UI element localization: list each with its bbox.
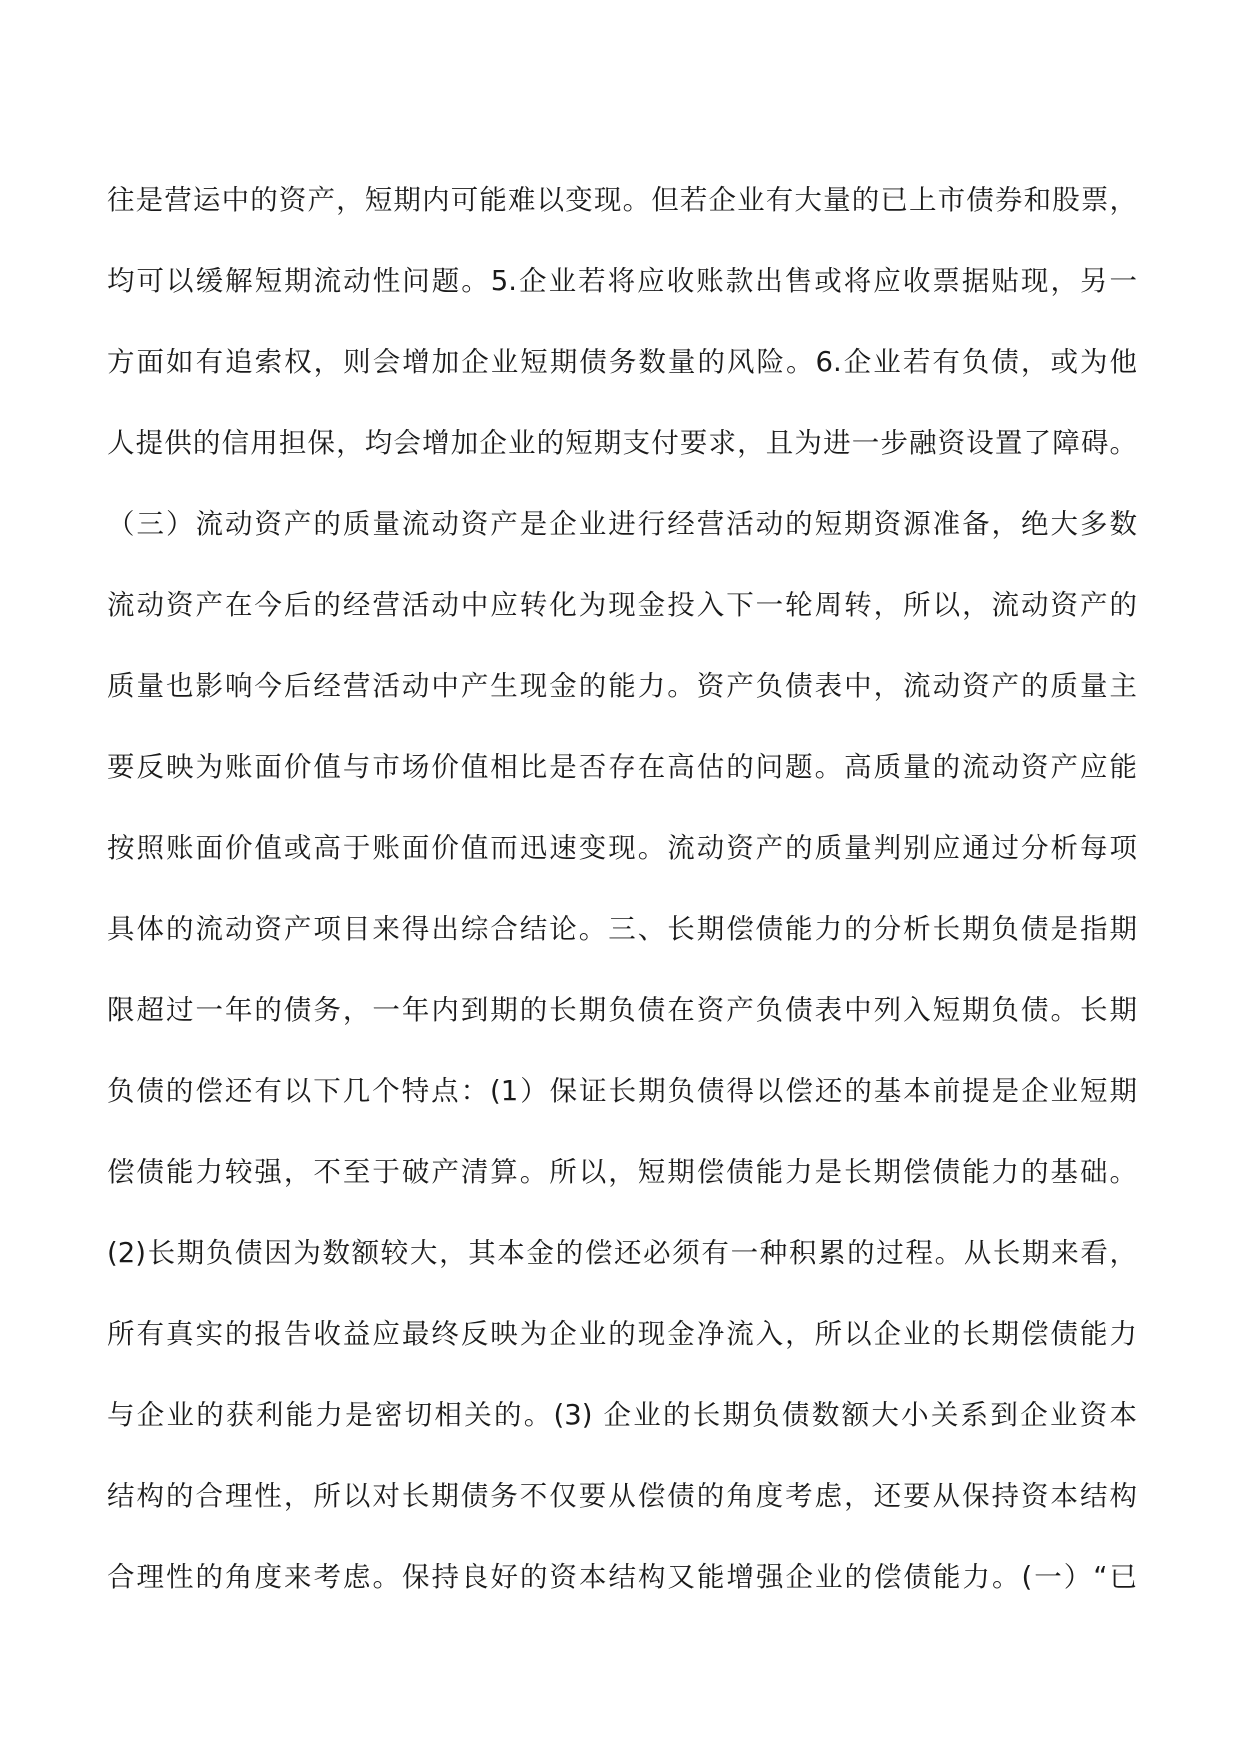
text-line: 人提供的信用担保，均会增加企业的短期支付要求，且为进一步融资设置了障碍。 — [107, 427, 1137, 459]
text-line: 质量也影响今后经营活动中产生现金的能力。资产负债表中，流动资产的质量主 — [107, 670, 1137, 702]
text-line: 要反映为账面价值与市场价值相比是否存在高估的问题。高质量的流动资产应能 — [107, 751, 1137, 783]
text-line: 限超过一年的债务，一年内到期的长期负债在资产负债表中列入短期负债。长期 — [107, 994, 1137, 1026]
text-line: 按照账面价值或高于账面价值而迅速变现。流动资产的质量判别应通过分析每项 — [107, 832, 1137, 864]
text-line: 偿债能力较强，不至于破产清算。所以，短期偿债能力是长期偿债能力的基础。 — [107, 1156, 1137, 1188]
text-line: 负债的偿还有以下几个特点：(1）保证长期负债得以偿还的基本前提是企业短期 — [107, 1075, 1137, 1107]
text-line: (2)长期负债因为数额较大，其本金的偿还必须有一种积累的过程。从长期来看， — [107, 1237, 1137, 1269]
text-line: 方面如有追索权，则会增加企业短期债务数量的风险。6.企业若有负债，或为他 — [107, 346, 1137, 378]
text-line: 结构的合理性，所以对长期债务不仅要从偿债的角度考虑，还要从保持资本结构 — [107, 1480, 1137, 1512]
text-line: 合理性的角度来考虑。保持良好的资本结构又能增强企业的偿债能力。(一）“已 — [107, 1561, 1137, 1593]
body-text — [107, 160, 1137, 1618]
text-line: （三）流动资产的质量流动资产是企业进行经营活动的短期资源准备，绝大多数 — [107, 508, 1137, 540]
text-line: 所有真实的报告收益应最终反映为企业的现金净流入，所以企业的长期偿债能力 — [107, 1318, 1137, 1350]
text-line: 具体的流动资产项目来得出综合结论。三、长期偿债能力的分析长期负债是指期 — [107, 913, 1137, 945]
text-line: 与企业的获利能力是密切相关的。(3) 企业的长期负债数额大小关系到企业资本 — [107, 1399, 1137, 1431]
text-line: 流动资产在今后的经营活动中应转化为现金投入下一轮周转，所以，流动资产的 — [107, 589, 1137, 621]
text-line: 均可以缓解短期流动性问题。5.企业若将应收账款出售或将应收票据贴现，另一 — [107, 265, 1137, 297]
text-line: 往是营运中的资产，短期内可能难以变现。但若企业有大量的已上市债券和股票， — [107, 184, 1137, 216]
